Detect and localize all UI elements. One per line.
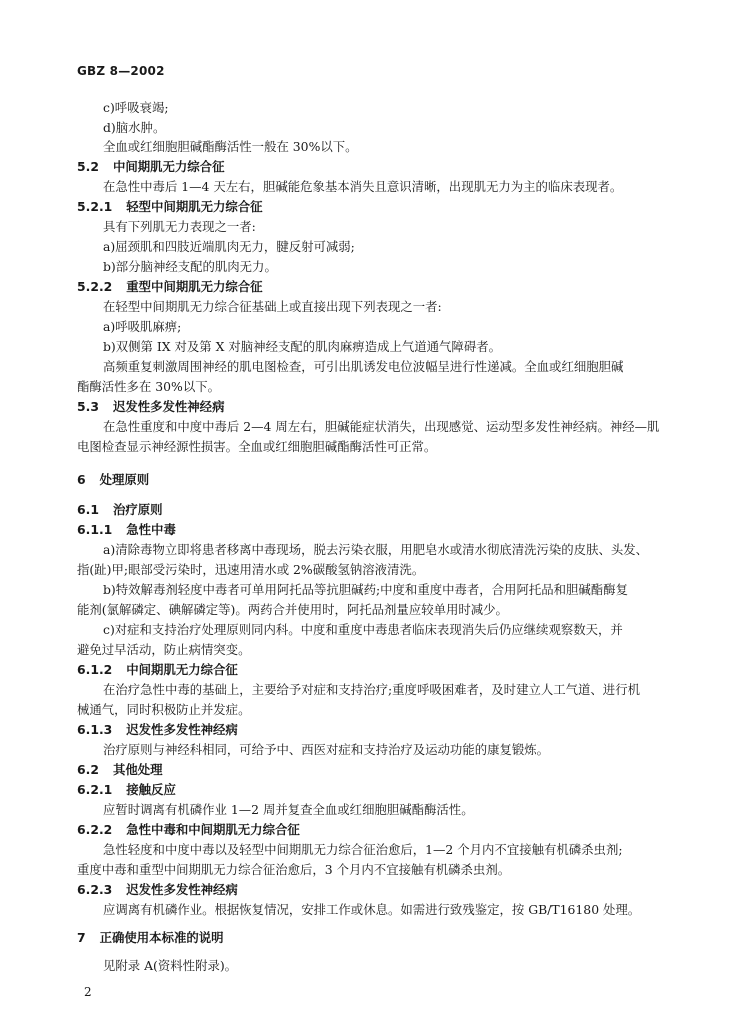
text-line: b)部分脑神经支配的肌肉无力。 — [103, 259, 277, 274]
section-heading-5-2-1 — [77, 199, 263, 215]
section-title: 中间期肌无力综合征 — [112, 159, 225, 174]
section-title: 中间期肌无力综合征 — [126, 662, 238, 677]
text-line: a)呼吸肌麻痹; — [103, 319, 182, 334]
section-number: 6 — [77, 472, 86, 487]
section-title: 接触反应 — [126, 782, 176, 797]
section-heading-7 — [77, 930, 224, 946]
text-line: c)对症和支持治疗处理原则同内科。中度和重度中毒患者临床表现消失后仍应继续观察数天，并 — [103, 622, 623, 637]
standard-code-header: GBZ 8—2002 — [77, 64, 165, 78]
section-number: 6.1.1 — [77, 522, 113, 537]
section-heading-6-1-3 — [77, 722, 238, 738]
section-title: 治疗原则 — [112, 502, 163, 517]
section-heading-6-2-2 — [77, 822, 300, 838]
section-title: 轻型中间期肌无力综合征 — [126, 199, 263, 214]
section-title: 迟发性多发性神经病 — [112, 399, 225, 414]
page-number: 2 — [84, 985, 92, 999]
section-title: 迟发性多发性神经病 — [126, 882, 238, 897]
text-line: 械通气，同时积极防止并发症。 — [77, 702, 251, 717]
section-number: 6.2.1 — [77, 782, 113, 797]
section-heading-5-2-2 — [77, 279, 263, 295]
text-line: 在轻型中间期肌无力综合征基础上或直接出现下列表现之一者: — [103, 299, 442, 314]
text-line: 电图检查显示神经源性损害。全血或红细胞胆碱酯酶活性可正常。 — [77, 439, 437, 454]
text-line: 见附录 A(资料性附录)。 — [103, 958, 238, 973]
section-heading-6-2 — [77, 762, 163, 778]
section-heading-6-2-1 — [77, 782, 176, 798]
section-number: 6.1.3 — [77, 722, 113, 737]
section-title: 重型中间期肌无力综合征 — [126, 279, 263, 294]
section-title: 其他处理 — [112, 762, 163, 777]
text-line: b)特效解毒剂轻度中毒者可单用阿托品等抗胆碱药;中度和重度中毒者，合用阿托品和胆碱酯酶复 — [103, 582, 628, 597]
section-heading-6-1-2 — [77, 662, 238, 678]
text-line: 指(趾)甲;眼部受污染时，迅速用清水或 2%碳酸氢钠溶液清洗。 — [77, 562, 425, 577]
section-number: 6.2.2 — [77, 822, 113, 837]
section-number: 7 — [77, 930, 86, 945]
section-heading-5-2 — [77, 159, 224, 175]
section-title: 急性中毒 — [126, 522, 176, 537]
section-heading-6-2-3 — [77, 882, 238, 898]
text-line: 在急性中毒后 1—4 天左右，胆碱能危象基本消失且意识清晰，出现肌无力为主的临床表现者。 — [103, 179, 623, 194]
text-line: 在治疗急性中毒的基础上，主要给予对症和支持治疗;重度呼吸困难者，及时建立人工气道、进行机 — [103, 682, 640, 697]
text-line: 重度中毒和重型中间期肌无力综合征治愈后，3 个月内不宜接触有机磷杀虫剂。 — [77, 862, 511, 877]
section-number: 6.2.3 — [77, 882, 113, 897]
section-title: 正确使用本标准的说明 — [99, 930, 224, 945]
text-line: 全血或红细胞胆碱酯酶活性一般在 30%以下。 — [103, 139, 358, 154]
section-title: 迟发性多发性神经病 — [126, 722, 238, 737]
section-number: 5.2.2 — [77, 279, 113, 294]
section-number: 5.2.1 — [77, 199, 113, 214]
section-number: 5.2 — [77, 159, 99, 174]
section-number: 5.3 — [77, 399, 99, 414]
text-line: b)双侧第 IX 对及第 X 对脑神经支配的肌肉麻痹造成上气道通气障碍者。 — [103, 339, 501, 354]
text-line: 避免过早活动，防止病情突变。 — [77, 642, 251, 657]
text-line: d)脑水肿。 — [103, 120, 166, 135]
text-line: 酯酶活性多在 30%以下。 — [77, 379, 220, 394]
text-line: 高频重复刺激周围神经的肌电图检查，可引出肌诱发电位波幅呈进行性递减。全血或红细胞胆碱 — [103, 359, 624, 374]
text-line: 急性轻度和中度中毒以及轻型中间期肌无力综合征治愈后，1—2 个月内不宜接触有机磷杀虫剂; — [103, 842, 623, 857]
text-line: 能剂(氯解磷定、碘解磷定等)。两药合并使用时，阿托品剂量应较单用时减少。 — [77, 602, 508, 617]
section-heading-6-1 — [77, 502, 163, 518]
section-number: 6.1.2 — [77, 662, 113, 677]
section-number: 6.1 — [77, 502, 99, 517]
text-line: a)清除毒物立即将患者移离中毒现场，脱去污染衣服，用肥皂水或清水彻底清洗污染的皮肤、头发、 — [103, 542, 649, 557]
text-line: 应调离有机磷作业。根据恢复情况，安排工作或休息。如需进行致残鉴定，按 GB/T16180 处理。 — [103, 902, 641, 917]
text-line: 在急性重度和中度中毒后 2—4 周左右，胆碱能症状消失，出现感觉、运动型多发性神经病。神经—肌 — [103, 419, 660, 434]
section-heading-6-1-1 — [77, 522, 176, 538]
text-line: 应暂时调离有机磷作业 1—2 周并复查全血或红细胞胆碱酯酶活性。 — [103, 802, 474, 817]
text-line: 治疗原则与神经科相同，可给予中、西医对症和支持治疗及运动功能的康复锻炼。 — [103, 742, 550, 757]
section-heading-6 — [77, 472, 149, 488]
text-line: 具有下列肌无力表现之一者: — [103, 219, 256, 234]
text-line: c)呼吸衰竭; — [103, 100, 169, 115]
section-title: 处理原则 — [99, 472, 150, 487]
section-number: 6.2 — [77, 762, 99, 777]
section-title: 急性中毒和中间期肌无力综合征 — [126, 822, 300, 837]
section-heading-5-3 — [77, 399, 224, 415]
text-line: a)屈颈肌和四肢近端肌肉无力，腱反射可减弱; — [103, 239, 355, 254]
